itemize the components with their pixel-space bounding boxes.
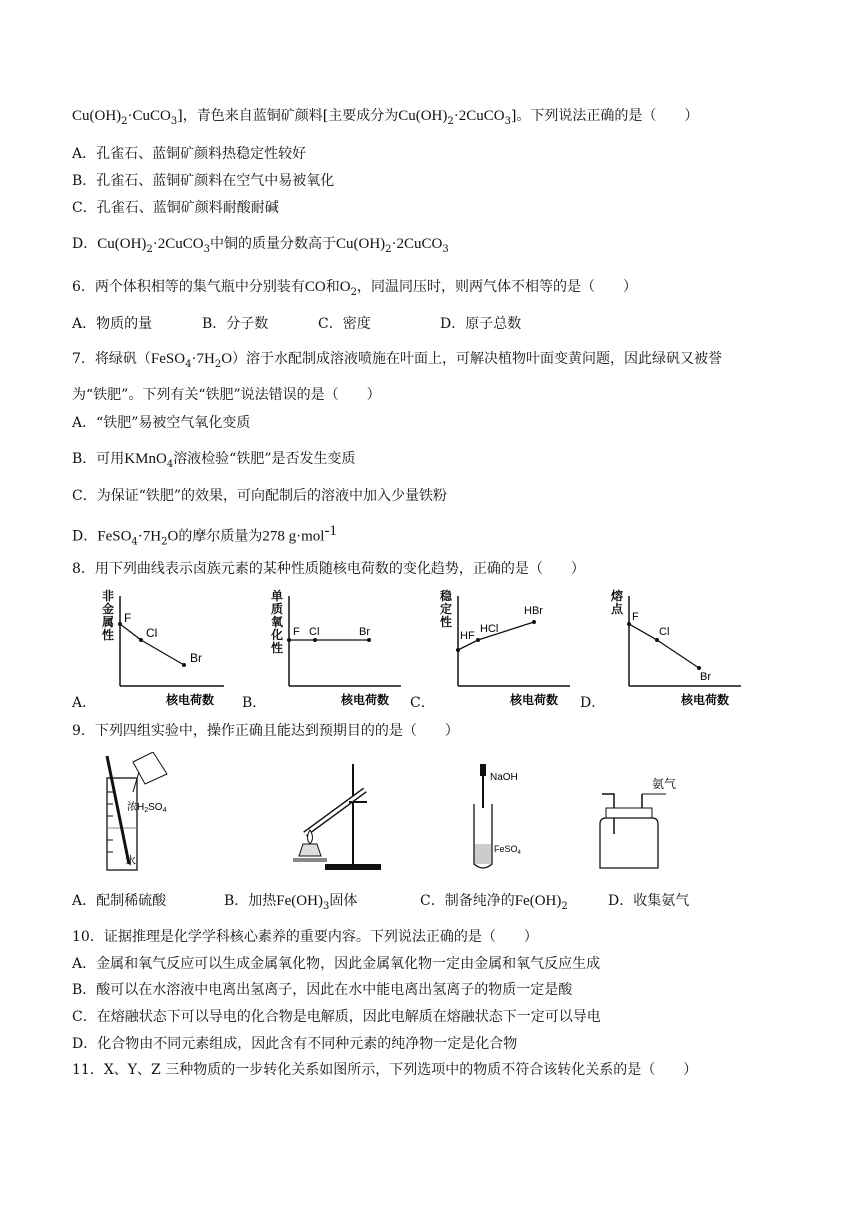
ylabel-char: 单 — [271, 589, 284, 603]
x-axis-label: 核电荷数 — [341, 693, 390, 707]
point-label: F — [124, 611, 132, 625]
x-axis-label: 核电荷数 — [166, 693, 215, 707]
q7-stem-line1: 7．将绿矾$(FeSO_4\cdot 7H_2O)$溶于水配制成溶液喷施在叶面上，可解决植物叶面变黄问题，因此绿矾又被誉 — [72, 351, 723, 370]
q10-option-c[interactable]: C．在熔融状态下可以导电的化合物是电解质，因此电解质在熔融状态下一定可以导电 — [72, 1009, 601, 1025]
point-label: F — [632, 611, 639, 623]
q9-image-c-precipitate — [462, 764, 532, 874]
q5-option-b[interactable]: B．孔雀石、蓝铜矿颜料在空气中易被氧化 — [72, 173, 335, 189]
q11-stem: 11．X、Y、Z 三种物质的一步转化关系如图所示，下列选项中的物质不符合该转化关系的是（ ） — [72, 1062, 698, 1078]
q9-option-b[interactable]: B．加热$Fe(OH)_3$固体 — [224, 893, 358, 912]
point-label: Br — [359, 626, 370, 638]
point-label: Cl — [659, 626, 670, 638]
q6-option-b[interactable]: B．分子数 — [202, 316, 269, 332]
q10-option-b[interactable]: B．酸可以在水溶液中电离出氢离子，因此在水中能电离出氢离子的物质一定是酸 — [72, 982, 573, 998]
q6-options — [72, 314, 521, 334]
q7-option-b[interactable]: B．可用KMnO$_4$溶液检验“铁肥”是否发生变质 — [72, 451, 356, 470]
q6-option-d[interactable]: D．原子总数 — [440, 316, 522, 332]
q9-stem: 9．下列四组实验中，操作正确且能达到预期目的的是（ ） — [72, 723, 459, 739]
q8-option-d[interactable]: D． — [580, 695, 606, 711]
ylabel-char: 性 — [440, 615, 453, 629]
point-label: Cl — [309, 626, 320, 638]
q9-options — [72, 891, 689, 917]
q6-option-c[interactable]: C．密度 — [318, 316, 371, 332]
q7-option-a[interactable]: A．“铁肥”易被空气氧化变质 — [72, 415, 251, 431]
point-label: HCl — [480, 623, 499, 635]
q9-option-a[interactable]: A．配制稀硫酸 — [72, 893, 167, 909]
point-label: HBr — [524, 605, 543, 617]
point-label: F — [293, 626, 300, 638]
reagent-label: NaOH — [490, 772, 518, 783]
q9-option-d[interactable]: D．收集氨气 — [608, 893, 690, 909]
ylabel-char: 性 — [102, 628, 115, 642]
ylabel-char: 稳 — [440, 589, 453, 603]
q7-stem-line2: 为“铁肥”。下列有关“铁肥”说法错误的是（ ） — [72, 387, 381, 403]
q9-image-a-dilution — [95, 752, 185, 874]
q8-graph-c — [434, 588, 574, 710]
q8-option-a[interactable]: A． — [72, 695, 97, 711]
q8-graph-b — [265, 588, 405, 710]
q8-graph-a — [96, 588, 226, 710]
reagent-label: 浓$H_2SO_4$ — [127, 802, 167, 814]
q8-graph-d — [605, 588, 745, 710]
q9-image-b-heating — [285, 760, 385, 872]
ylabel-char: 化 — [271, 628, 284, 642]
reagent-label: FeSO$_4$ — [494, 844, 521, 856]
q9-image-d-collection — [590, 768, 690, 872]
x-axis-label: 核电荷数 — [510, 693, 559, 707]
q8-option-c[interactable]: C． — [410, 695, 435, 711]
point-label: Br — [190, 651, 202, 665]
point-label: Br — [700, 671, 711, 683]
ylabel-char: 非 — [102, 589, 115, 603]
ylabel-char: 点 — [611, 602, 624, 616]
ylabel-char: 氧 — [271, 615, 284, 629]
q7-option-c[interactable]: C．为保证“铁肥”的效果，可向配制后的溶液中加入少量铁粉 — [72, 488, 448, 504]
q9-option-c[interactable]: C．制备纯净的$Fe(OH)_2$ — [420, 893, 568, 912]
point-label: HF — [460, 630, 475, 642]
ylabel-char: 定 — [440, 602, 453, 616]
q5-stem-continuation: $Cu(OH)_2\cdot CuCO_3$]，青色来自蓝铜矿颜料[主要成分为$Cu(OH)_2\cdot 2CuCO_3$]。下列说法正确的是（ ） — [72, 108, 699, 127]
ylabel-char: 性 — [271, 641, 284, 655]
ylabel-char: 熔 — [611, 589, 624, 603]
ylabel-char: 属 — [102, 615, 115, 629]
q10-option-a[interactable]: A．金属和氧气反应可以生成金属氧化物，因此金属氧化物一定由金属和氧气反应生成 — [72, 956, 601, 972]
q10-stem: 10．证据推理是化学学科核心素养的重要内容。下列说法正确的是（ ） — [72, 929, 538, 945]
ylabel-char: 金 — [102, 602, 115, 616]
water-label: 水 — [125, 855, 136, 867]
q8-option-b[interactable]: B． — [242, 695, 267, 711]
q5-option-a[interactable]: A．孔雀石、蓝铜矿颜料热稳定性较好 — [72, 146, 307, 162]
ylabel-char: 质 — [271, 602, 284, 616]
gas-label: 氨气 — [652, 777, 677, 791]
q7-option-d[interactable]: D．$FeSO_4\cdot 7H_2O$的摩尔质量为278 g·mol$^{-1}$ — [72, 523, 337, 548]
point-label: Cl — [146, 626, 158, 640]
q6-stem: 6．两个体积相等的集气瓶中分别装有CO和$O_2$，同温同压时，则两气体不相等的是（ ） — [72, 279, 637, 298]
q5-option-d[interactable]: D．$Cu(OH)_2\cdot 2CuCO_3$中铜的质量分数高于$Cu(OH)_2\cdot 2CuCO_3$ — [72, 236, 449, 255]
q6-option-a[interactable]: A．物质的量 — [72, 316, 153, 332]
q10-option-d[interactable]: D．化合物由不同元素组成，因此含有不同种元素的纯净物一定是化合物 — [72, 1036, 518, 1052]
x-axis-label: 核电荷数 — [681, 693, 730, 707]
q8-stem: 8．用下列曲线表示卤族元素的某种性质随核电荷数的变化趋势，正确的是（ ） — [72, 561, 585, 577]
q5-option-c[interactable]: C．孔雀石、蓝铜矿颜料耐酸耐碱 — [72, 200, 279, 216]
